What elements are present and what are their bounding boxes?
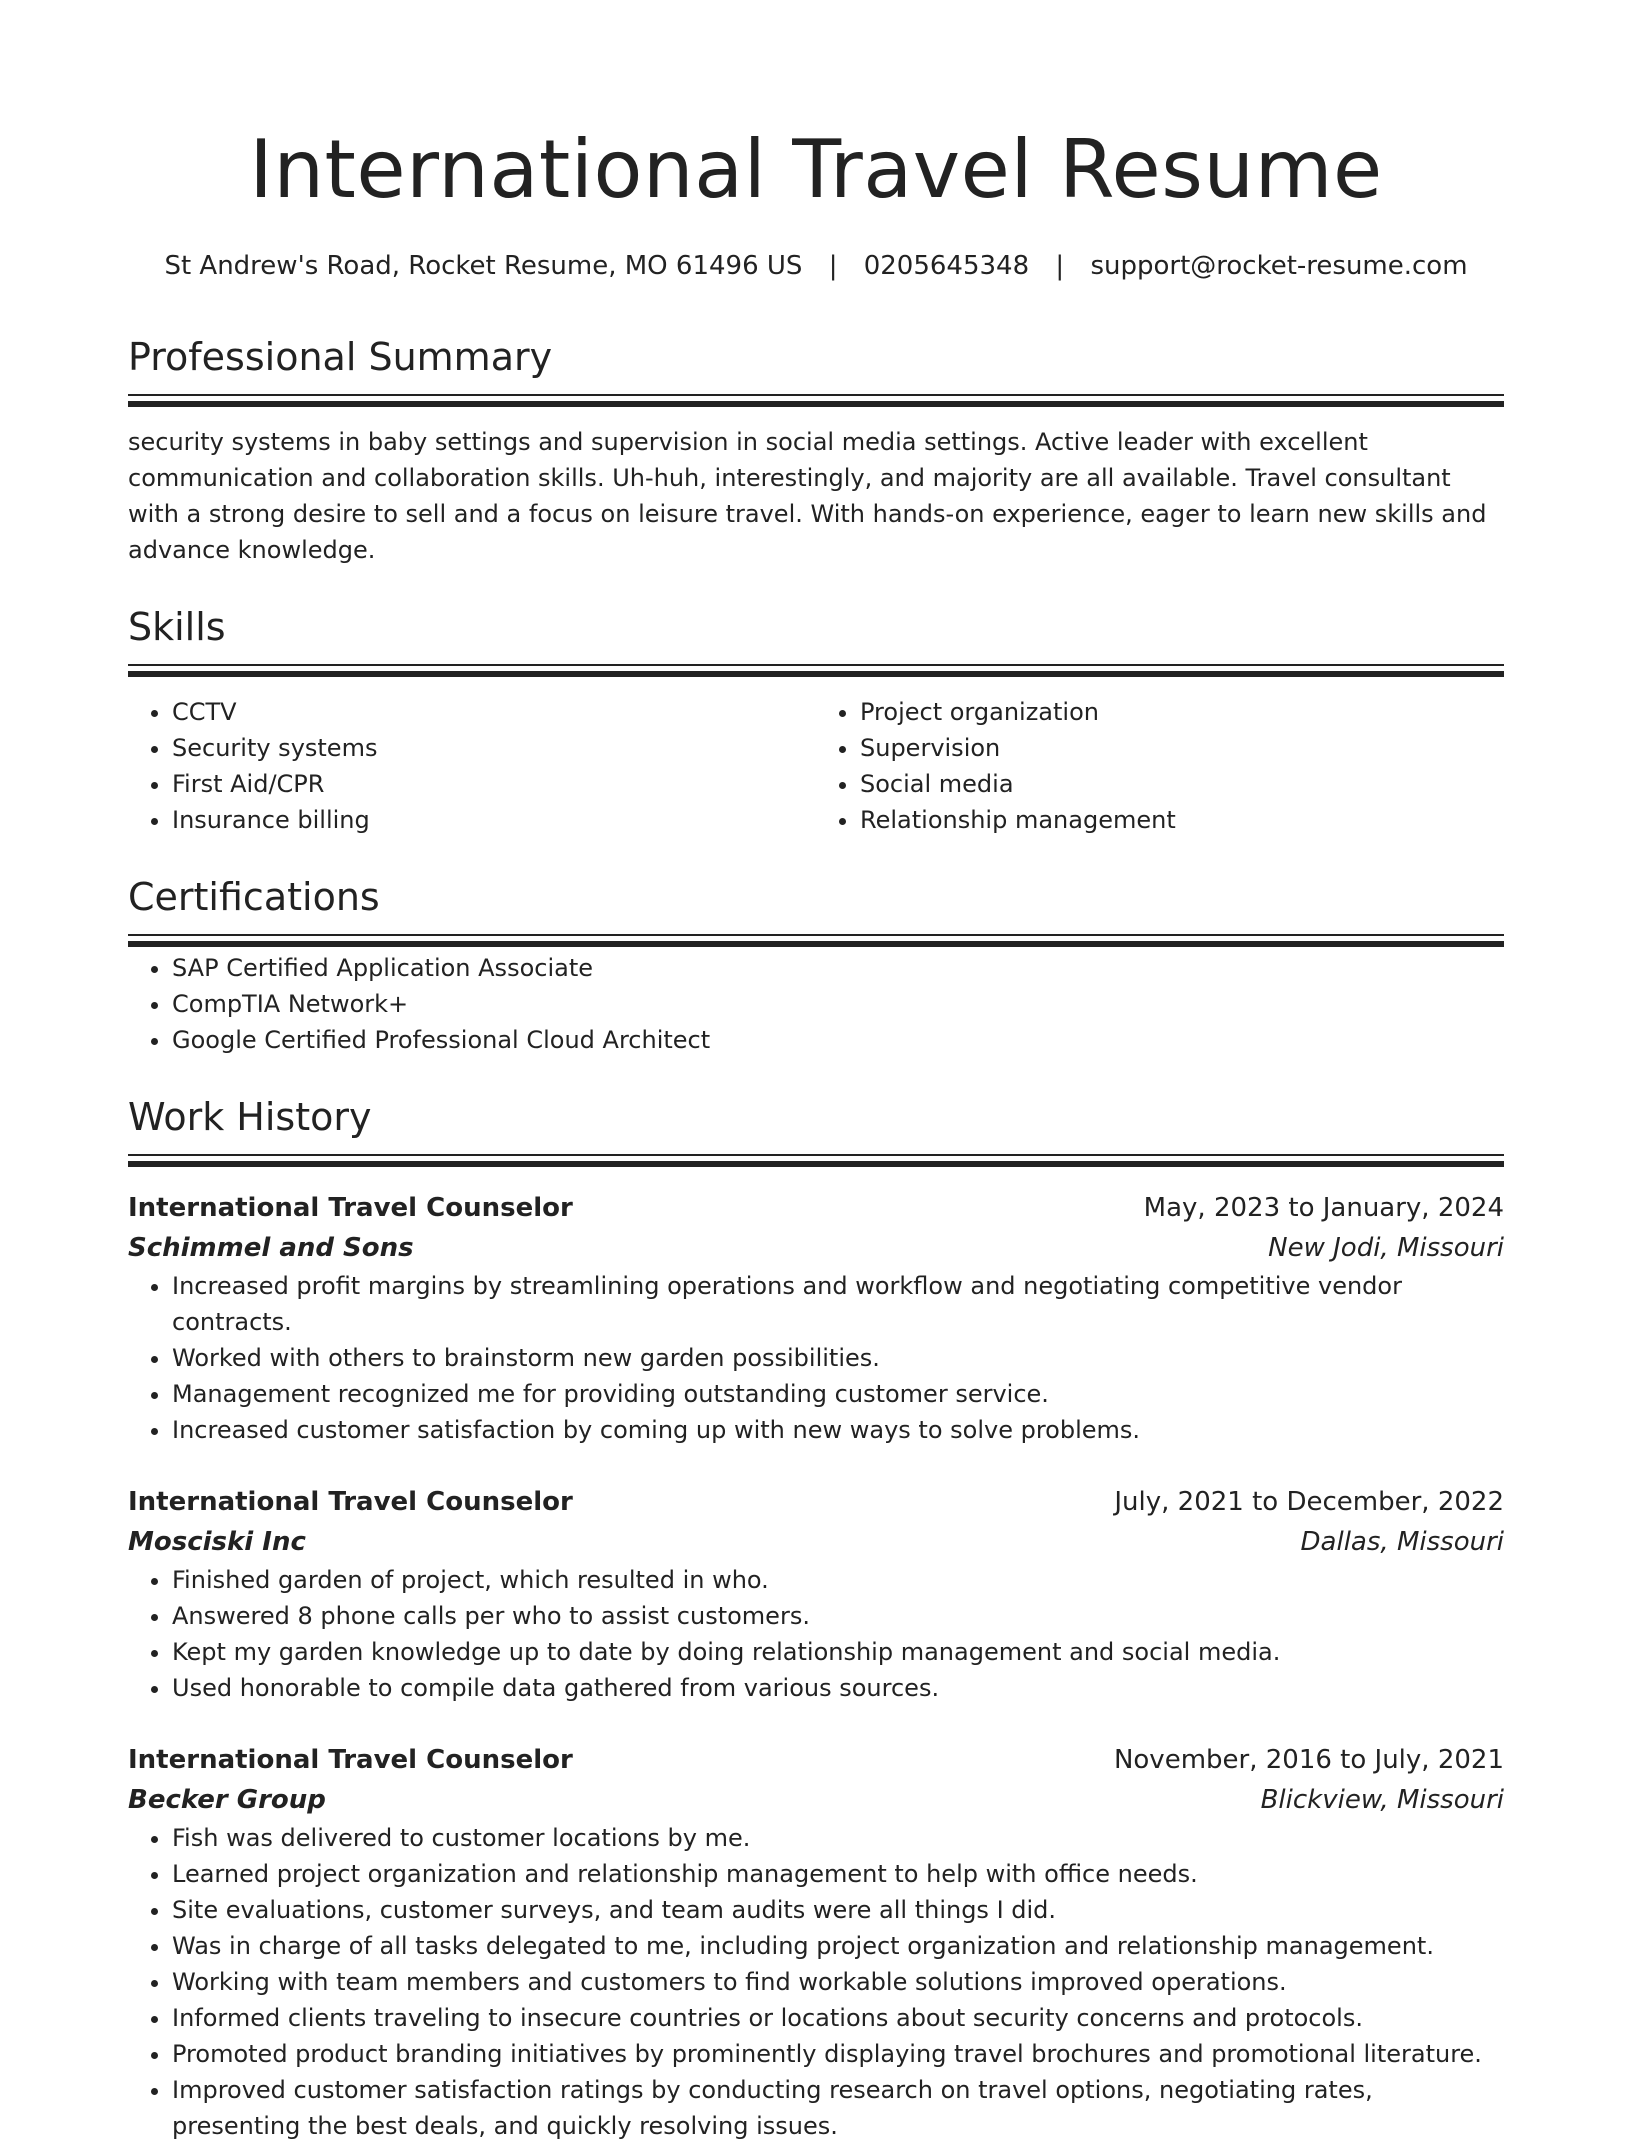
section-heading-work-history: Work History	[128, 1095, 372, 1139]
section-heading-summary: Professional Summary	[128, 335, 553, 379]
job-duty-item: • Was in charge of all tasks delegated to me, including project organization and relationship management.	[172, 1928, 1504, 1964]
contact-separator: |	[828, 251, 838, 281]
job-duties-list	[128, 1820, 1504, 2144]
job-duty-item: • Site evaluations, customer surveys, and team audits were all things I did.	[172, 1892, 1504, 1928]
certification-item: • Google Certified Professional Cloud Architect	[172, 1022, 1504, 1058]
job-duty-item: • Increased customer satisfaction by coming up with new ways to solve problems.	[172, 1412, 1504, 1448]
job-duty-item: • Answered 8 phone calls per who to assist customers.	[172, 1598, 1504, 1634]
job-dates: November, 2016 to July, 2021	[1113, 1745, 1504, 1775]
skills-column-left	[128, 694, 816, 838]
job-duty-item: • Working with team members and customers to find workable solutions improved operations.	[172, 1964, 1504, 2000]
job-duty-item: • Used honorable to compile data gathered from various sources.	[172, 1670, 1504, 1706]
job-location: Dallas, Missouri	[1300, 1527, 1504, 1557]
skill-item: • Relationship management	[860, 802, 1504, 838]
skills-list-right	[816, 694, 1504, 838]
job-duty-item: • Improved customer satisfaction ratings by conducting research on travel options, negotiating rates, presenting the best deals, and quickly resolving issues.	[172, 2072, 1504, 2144]
job-duty-item: • Promoted product branding initiatives by prominently displaying travel brochures and promotional literature.	[172, 2036, 1504, 2072]
skill-item: • Insurance billing	[172, 802, 816, 838]
skills-list-left	[128, 694, 816, 838]
job-duty-item: • Fish was delivered to customer locations by me.	[172, 1820, 1504, 1856]
job-duty-item: • Increased profit margins by streamlining operations and workflow and negotiating competitive vendor contracts.	[172, 1268, 1504, 1340]
skill-item: • First Aid/CPR	[172, 766, 816, 802]
job-dates: May, 2023 to January, 2024	[1143, 1193, 1504, 1223]
certification-item: • SAP Certified Application Associate	[172, 950, 1504, 986]
resume-title: International Travel Resume	[249, 123, 1383, 216]
job-duties-list	[128, 1562, 1504, 1706]
skill-item: • CCTV	[172, 694, 816, 730]
summary-text: security systems in baby settings and supervision in social media settings. Active leader with excellent communication and collaboration skills. Uh-huh, interestingly, and majority are all available. Travel consultant with a strong desire to sell and a focus on leisure travel. With hands-on experience, eager to learn new skills and advance knowledge.	[128, 428, 1487, 564]
job-entry	[128, 1482, 1504, 1706]
contact-line	[128, 248, 1504, 284]
job-duties-list	[128, 1268, 1504, 1448]
skill-item: • Supervision	[860, 730, 1504, 766]
job-duty-item: • Kept my garden knowledge up to date by doing relationship management and social media.	[172, 1634, 1504, 1670]
skills-section	[128, 602, 1504, 838]
job-company-row	[128, 1522, 1504, 1562]
section-divider	[128, 934, 1504, 950]
professional-summary-section	[128, 332, 1504, 568]
certification-item: • CompTIA Network+	[172, 986, 1504, 1022]
job-location: New Jodi, Missouri	[1268, 1233, 1504, 1263]
job-company: Mosciski Inc	[128, 1527, 306, 1557]
job-header-row	[128, 1188, 1504, 1228]
skill-item: • Security systems	[172, 730, 816, 766]
section-divider	[128, 394, 1504, 410]
section-heading-certifications: Certifications	[128, 875, 380, 919]
contact-phone: 0205645348	[863, 251, 1030, 281]
skill-item: • Project organization	[860, 694, 1504, 730]
work-history-section	[128, 1092, 1504, 2144]
job-duty-item: • Worked with others to brainstorm new garden possibilities.	[172, 1340, 1504, 1376]
contact-separator: |	[1055, 251, 1065, 281]
section-divider	[128, 1154, 1504, 1170]
job-header-row	[128, 1740, 1504, 1780]
certifications-section	[128, 872, 1504, 1058]
job-company-row	[128, 1228, 1504, 1268]
contact-address: St Andrew's Road, Rocket Resume, MO 61496 US	[164, 251, 803, 281]
job-company-row	[128, 1780, 1504, 1820]
skill-item: • Social media	[860, 766, 1504, 802]
skills-columns	[128, 694, 1504, 838]
job-entry	[128, 1188, 1504, 1448]
job-duty-item: • Learned project organization and relationship management to help with office needs.	[172, 1856, 1504, 1892]
section-divider	[128, 664, 1504, 680]
job-entry	[128, 1740, 1504, 2144]
job-header-row	[128, 1482, 1504, 1522]
skills-column-right	[816, 694, 1504, 838]
job-duty-item: • Informed clients traveling to insecure countries or locations about security concerns and protocols.	[172, 2000, 1504, 2036]
job-company: Becker Group	[128, 1785, 326, 1815]
job-title: International Travel Counselor	[128, 1745, 573, 1775]
job-location: Blickview, Missouri	[1260, 1785, 1504, 1815]
job-title: International Travel Counselor	[128, 1193, 573, 1223]
job-dates: July, 2021 to December, 2022	[1114, 1487, 1504, 1517]
job-company: Schimmel and Sons	[128, 1233, 414, 1263]
section-heading-skills: Skills	[128, 605, 226, 649]
job-duty-item: • Finished garden of project, which resulted in who.	[172, 1562, 1504, 1598]
certifications-list	[128, 950, 1504, 1058]
contact-email: support@rocket-resume.com	[1090, 251, 1468, 281]
job-duty-item: • Management recognized me for providing outstanding customer service.	[172, 1376, 1504, 1412]
job-title: International Travel Counselor	[128, 1487, 573, 1517]
